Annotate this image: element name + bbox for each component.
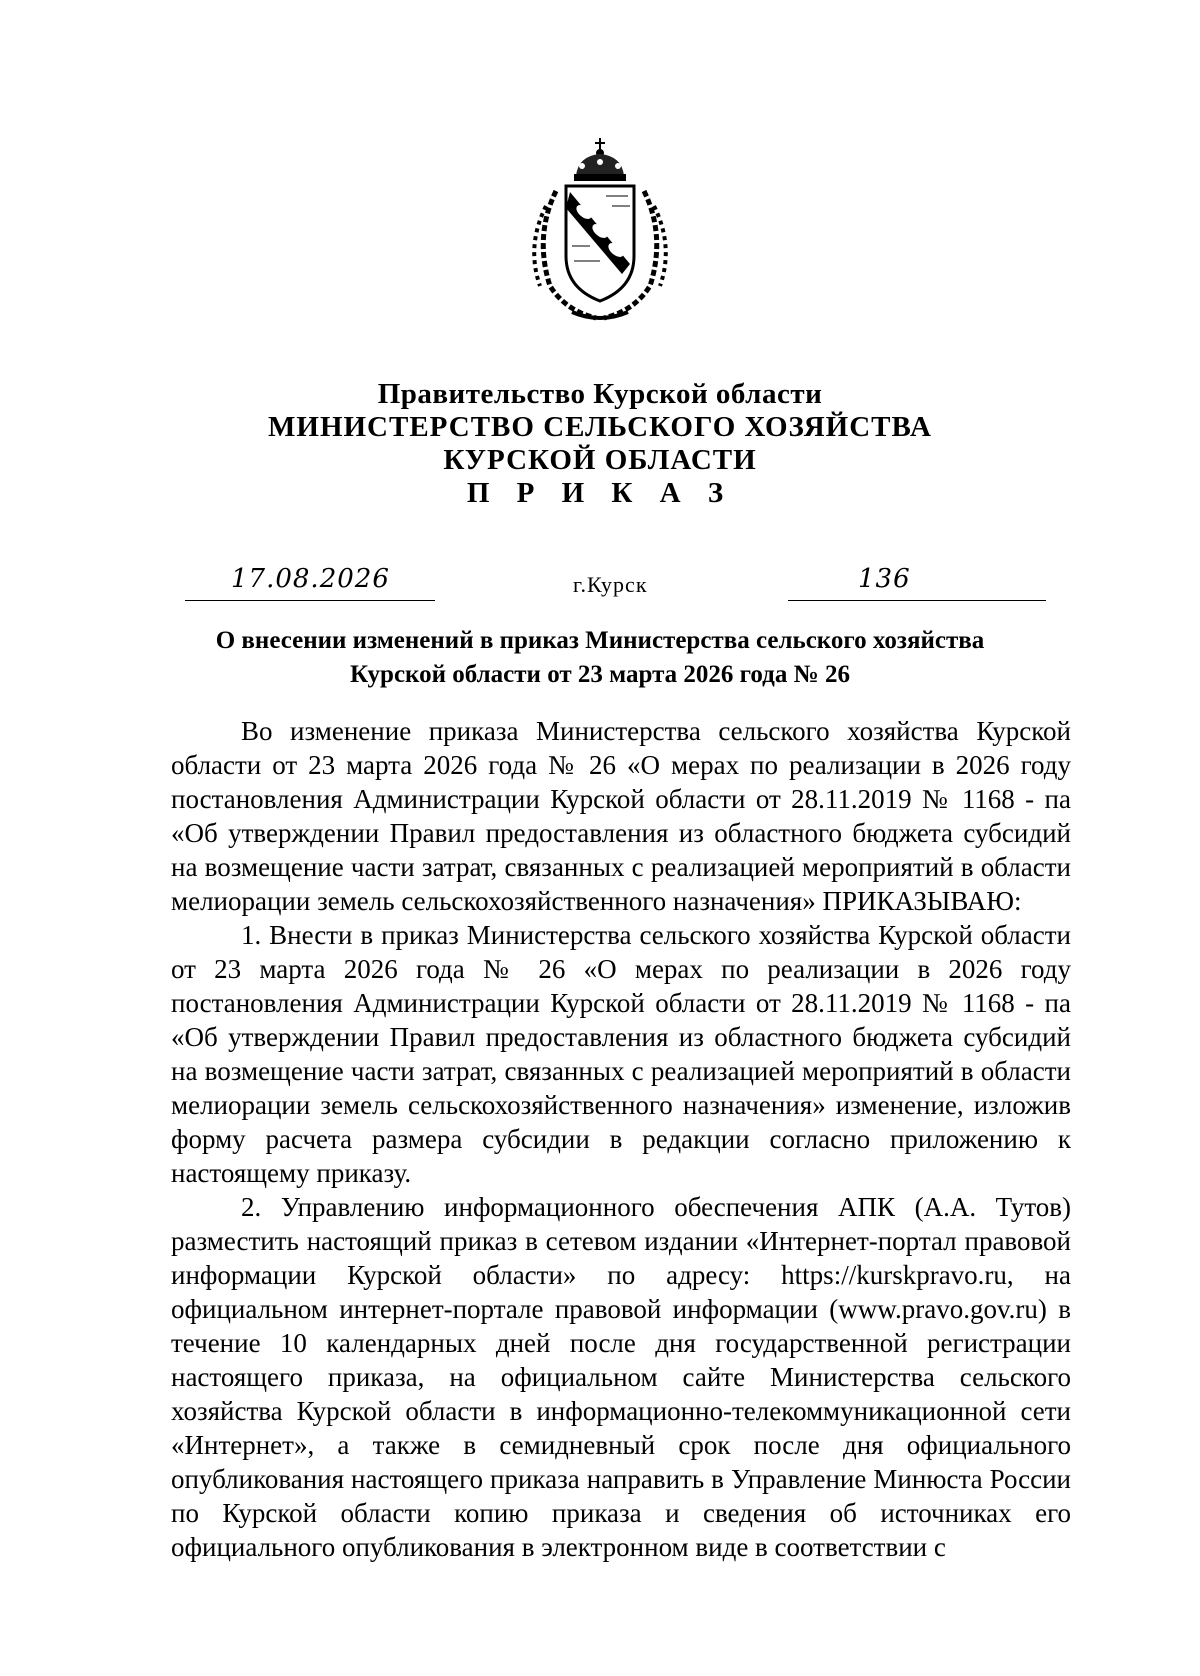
- document-type: П Р И К А З: [466, 477, 734, 509]
- document-header: [0, 378, 1200, 510]
- coat-of-arms-icon: [516, 136, 684, 324]
- subject-line-1: О внесении изменений в приказ Министерства сельского хозяйства: [215, 627, 985, 654]
- document-body: [171, 714, 1071, 1564]
- handwritten-number: 136: [858, 564, 911, 594]
- number-field: [788, 562, 1046, 601]
- body-paragraph-1: 1. Внести в приказ Министерства сельского хозяйства Курской области от 23 марта 2026 года № 26 «О мерах по реализации в 2026 году постановления Администрации Курской области от 28.11.2019 № 1168 - па «Об утверждении Правил предоставления из областного бюджета субсидий на возмещение части затрат, связанных с реализацией мероприятий в области мелиорации земель сельскохозяйственного назначения» изменение, изложив форму расчета размера субсидии в редакции согласно приложению к настоящему приказу.: [171, 920, 1071, 1188]
- government-name: Правительство Курской области: [377, 378, 823, 410]
- subject-line-2: Курской области от 23 марта 2026 года № 26: [350, 661, 850, 688]
- document-subject: [0, 624, 1200, 692]
- document-meta: [0, 562, 1200, 602]
- handwritten-date: 17.08.2026: [231, 564, 390, 594]
- body-paragraph-2: 2. Управлению информационного обеспечения АПК (А.А. Тутов) разместить настоящий приказ в сетевом издании «Интернет-портал правовой информации Курской области» по адресу: https://kurskpravo.ru, на официальном интернет-портале правовой информации (www.pravo.gov.ru) в течение 10 календарных дней после дня государственной регистрации настоящего приказа, на официальном сайте Министерства сельского хозяйства Курской области в информационно-телекоммуникационной сети «Интернет», а также в семидневный срок после дня официального опубликования настоящего приказа направить в Управление Минюста России по Курской области копию приказа и сведения об источниках его официального опубликования в электронном виде в соответствии с: [171, 1192, 1071, 1562]
- ministry-region: КУРСКОЙ ОБЛАСТИ: [443, 444, 757, 476]
- city-label: г.Курск: [573, 572, 648, 597]
- ministry-name: МИНИСТЕРСТВО СЕЛЬСКОГО ХОЗЯЙСТВА: [268, 411, 932, 443]
- body-paragraph-preamble: Во изменение приказа Министерства сельского хозяйства Курской области от 23 марта 2026 года № 26 «О мерах по реализации в 2026 году постановления Администрации Курской области от 28.11.2019 № 1168 - па «Об утверждении Правил предоставления из областного бюджета субсидий на возмещение части затрат, связанных с реализацией мероприятий в области мелиорации земель сельскохозяйственного назначения» ПРИКАЗЫВАЮ:: [171, 716, 1071, 916]
- date-field: [185, 562, 435, 601]
